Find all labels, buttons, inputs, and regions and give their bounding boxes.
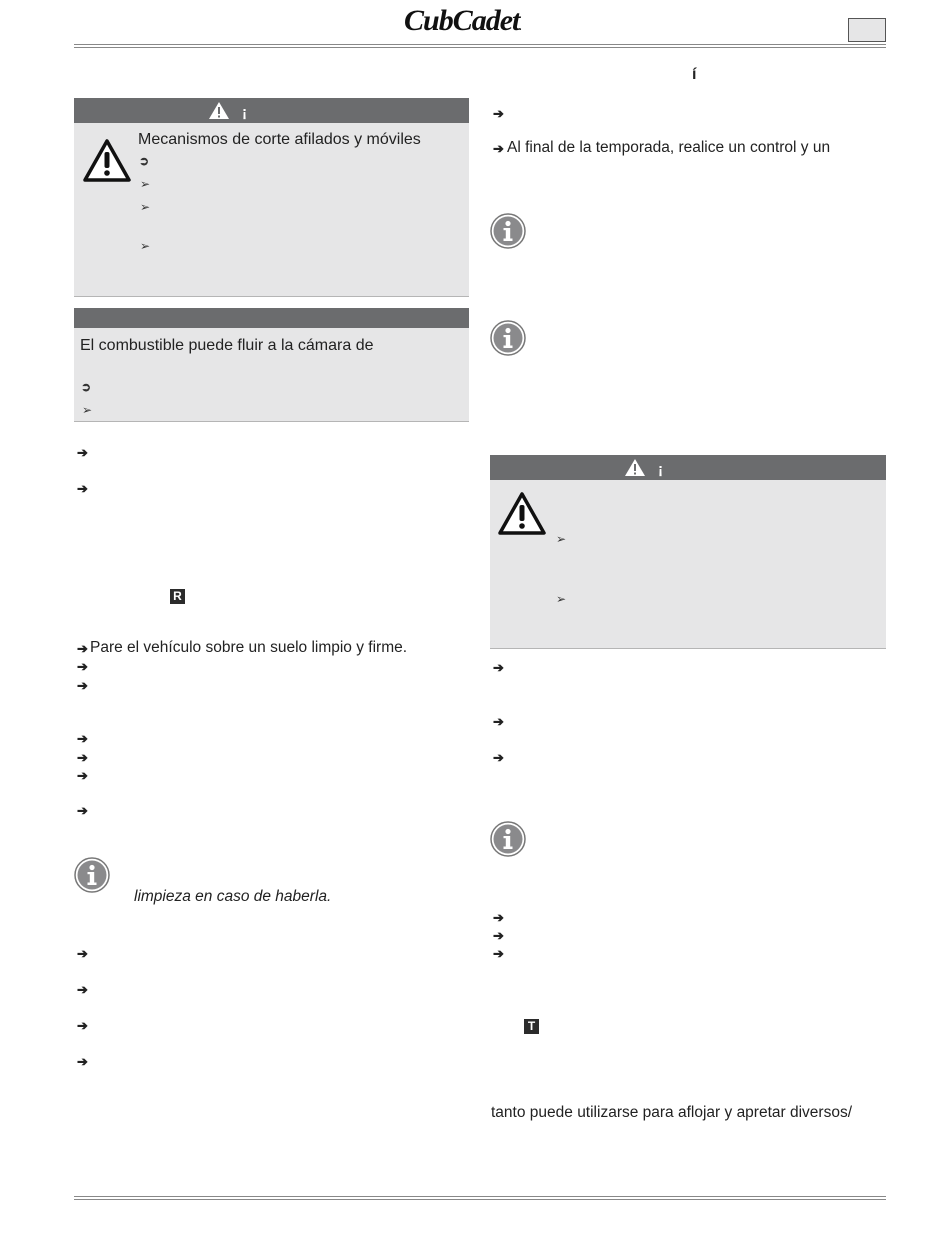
arrow-bullet-icon: ➔	[493, 928, 504, 943]
arrow-bullet-icon: ➔	[77, 982, 88, 997]
arrow-bullet-icon: ➔	[493, 106, 504, 121]
info-icon	[490, 213, 526, 249]
chevron-bullet-icon: ➢	[82, 403, 93, 417]
left-fuel-header	[74, 308, 469, 328]
warning-small-icon	[624, 458, 646, 477]
left-warning-header-mark: ¡	[242, 104, 247, 121]
warning-small-icon	[208, 101, 230, 120]
arrow-bullet-icon: ➔	[77, 731, 88, 746]
info-icon	[490, 821, 526, 857]
brand-logo: CubCadet.	[404, 4, 521, 37]
arrow-bullet-icon: ➔	[77, 445, 88, 460]
arrow-bullet-icon: ➔	[77, 946, 88, 961]
left-warning-title: Mecanismos de corte afilados y móviles	[138, 131, 421, 148]
right-top-char: í	[692, 66, 697, 83]
arrow-bullet-icon: ➔	[77, 659, 88, 674]
key-r-badge: R	[170, 589, 185, 604]
chevron-bullet-icon: ➢	[556, 532, 567, 546]
info-icon	[490, 320, 526, 356]
arrow-bullet-icon: ➔	[77, 803, 88, 818]
right-bottom-text: tanto puede utilizarse para aflojar y apretar diversos/	[491, 1104, 853, 1121]
warning-triangle-icon	[497, 491, 547, 536]
arrow-bullet-icon: ➔	[77, 768, 88, 783]
footer-rule-top	[74, 1196, 886, 1197]
info-icon	[74, 857, 110, 893]
header-rule-top	[74, 44, 886, 45]
warning-triangle-icon	[82, 138, 132, 183]
chevron-bullet-icon: ➢	[140, 177, 151, 191]
arrow-bullet-icon: ➔	[77, 1018, 88, 1033]
arrow-bullet-icon: ➔	[77, 641, 88, 656]
arrow-bullet-icon: ➔	[77, 678, 88, 693]
arrow-bullet-icon: ➔	[493, 750, 504, 765]
chevron-bullet-icon: ➢	[140, 239, 151, 253]
left-warning-panel	[74, 98, 469, 297]
arrow-bullet-icon: ➔	[493, 946, 504, 961]
left-vehicle-text: Pare el vehículo sobre un suelo limpio y firme.	[90, 639, 408, 656]
left-warning-header	[74, 98, 469, 123]
arrow-bullet-icon: ➔	[493, 714, 504, 729]
right-warning-header	[490, 455, 886, 480]
arrow-bullet-icon: ➔	[493, 660, 504, 675]
left-fuel-text: El combustible puede fluir a la cámara de	[80, 337, 374, 354]
chevron-bullet-icon: ➢	[556, 592, 567, 606]
page-number-box	[848, 18, 886, 42]
right-season-text: Al final de la temporada, realice un control y un	[507, 139, 831, 156]
key-t-badge: T	[524, 1019, 539, 1034]
header-rule-bottom	[74, 47, 886, 48]
chevron-bullet-icon: ➢	[140, 200, 151, 214]
arrow-bullet-icon: ➔	[493, 141, 504, 156]
left-fuel-panel	[74, 308, 469, 422]
left-info-text: limpieza en caso de haberla.	[134, 888, 332, 905]
footer-rule-bottom	[74, 1199, 886, 1200]
circle-arrow-icon: ➲	[81, 380, 92, 394]
arrow-bullet-icon: ➔	[77, 1054, 88, 1069]
arrow-bullet-icon: ➔	[493, 910, 504, 925]
arrow-bullet-icon: ➔	[77, 481, 88, 496]
arrow-bullet-icon: ➔	[77, 750, 88, 765]
right-warning-header-mark: ¡	[658, 461, 663, 478]
right-warning-panel	[490, 455, 886, 649]
circle-arrow-icon: ➲	[139, 154, 150, 168]
